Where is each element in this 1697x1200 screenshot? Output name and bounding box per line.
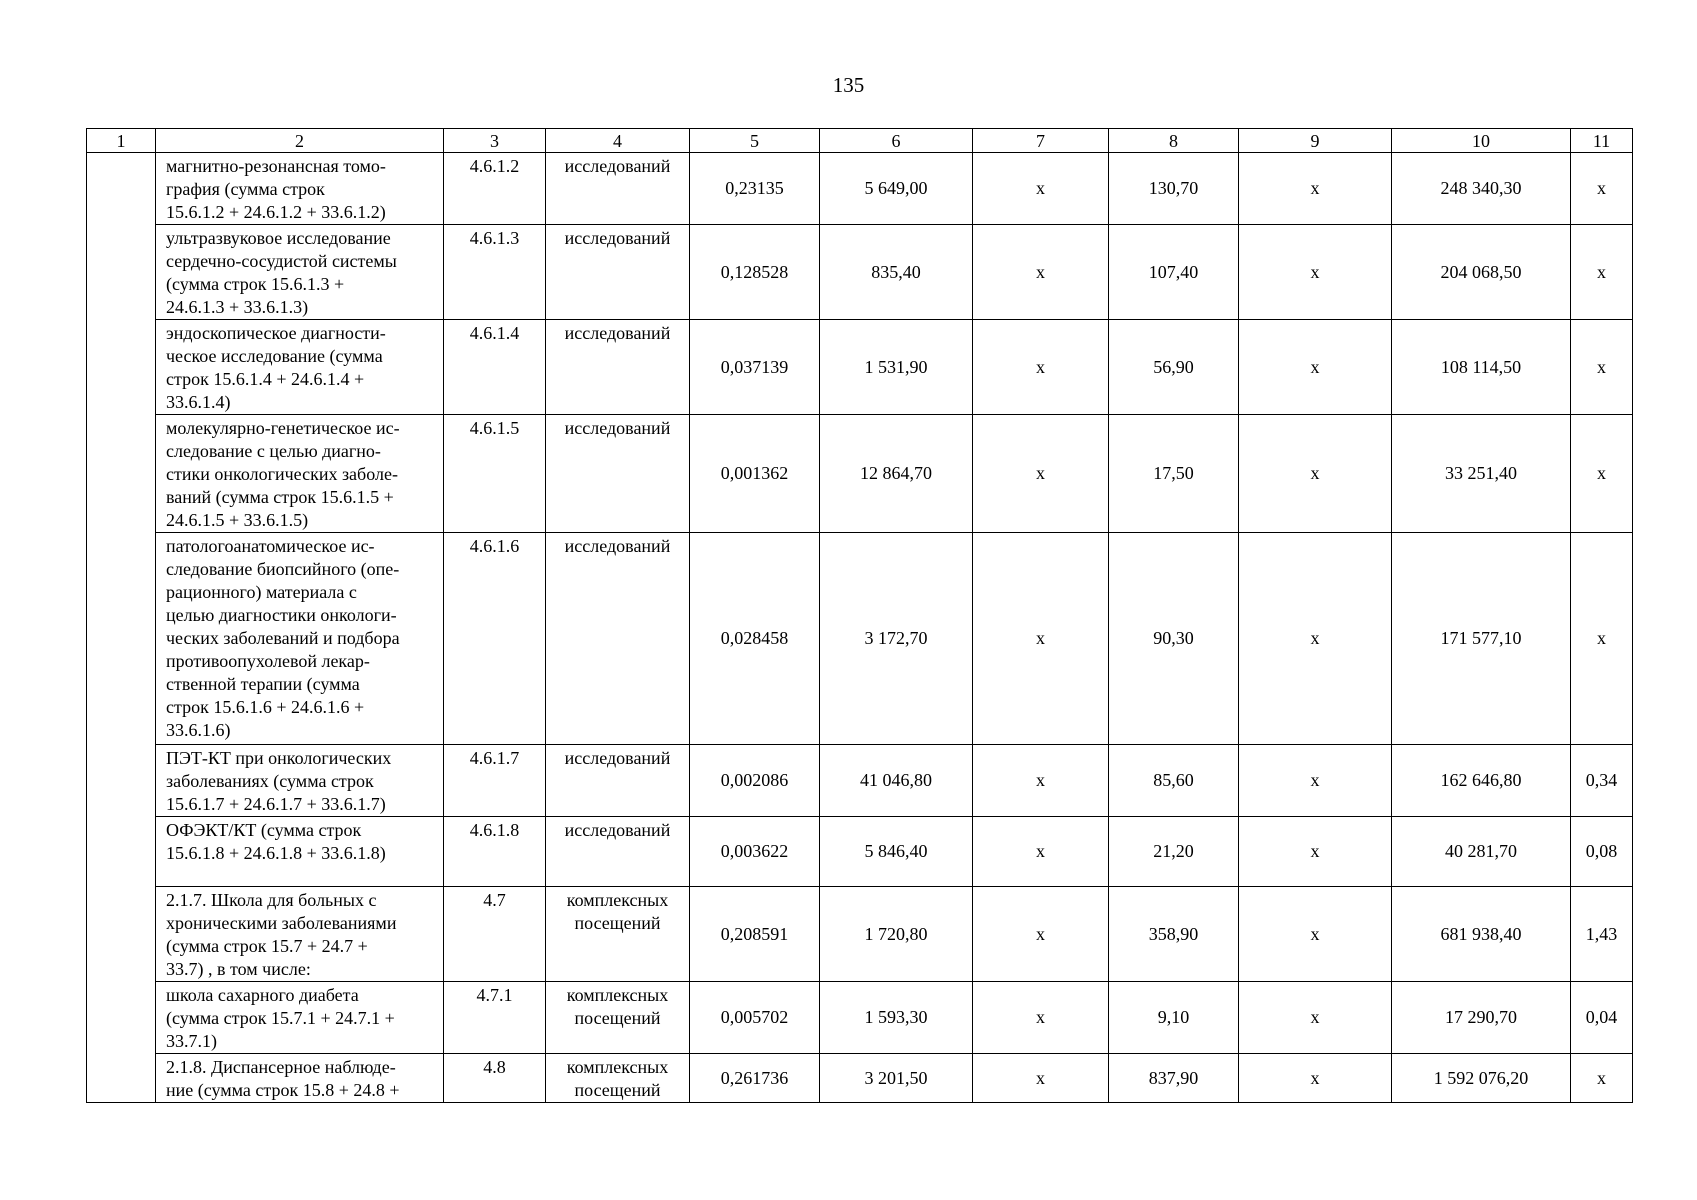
unit-cell <box>546 745 690 817</box>
table-row <box>87 225 1633 320</box>
unit-cell <box>546 415 690 533</box>
column-number: 3 <box>444 129 546 153</box>
indicator-name-line: хроническими заболеваниями <box>166 913 397 933</box>
value-cell-col-6: 1 531,90 <box>820 320 973 415</box>
value-cell-col-7: х <box>973 887 1109 982</box>
page-number: 135 <box>832 73 865 97</box>
unit-cell <box>546 817 690 887</box>
column-number: 6 <box>820 129 973 153</box>
unit-line: комплексных <box>566 1057 669 1077</box>
value-cell-col-6: 3 201,50 <box>820 1054 973 1103</box>
value-cell-col-11: 1,43 <box>1571 887 1633 982</box>
value-cell-col-11: х <box>1571 415 1633 533</box>
row-code-cell: 4.8 <box>444 1054 546 1103</box>
indicator-name-line: ваний (сумма строк 15.6.1.5 + <box>166 487 394 507</box>
value-cell-col-11: х <box>1571 153 1633 225</box>
column-number: 1 <box>87 129 156 153</box>
indicator-name-line: строк 15.6.1.6 + 24.6.1.6 + <box>166 697 365 717</box>
table-row <box>87 320 1633 415</box>
value-cell-col-10: 248 340,30 <box>1392 153 1571 225</box>
indicator-name-cell <box>156 153 444 225</box>
row-code-cell: 4.6.1.6 <box>444 533 546 745</box>
indicator-name-cell <box>156 982 444 1054</box>
row-code-cell: 4.6.1.5 <box>444 415 546 533</box>
indicator-name-line: (сумма строк 15.7.1 + 24.7.1 + <box>166 1008 395 1028</box>
value-cell-col-5: 0,037139 <box>690 320 820 415</box>
column-number: 9 <box>1239 129 1392 153</box>
indicator-name-line: 33.7) , в том числе: <box>166 959 311 979</box>
value-cell-col-5: 0,028458 <box>690 533 820 745</box>
value-cell-col-5: 0,002086 <box>690 745 820 817</box>
unit-line: исследований <box>564 820 671 840</box>
indicator-name-line: 24.6.1.3 + 33.6.1.3) <box>166 297 309 317</box>
value-cell-col-5: 0,208591 <box>690 887 820 982</box>
row-code-cell: 4.6.1.8 <box>444 817 546 887</box>
table-row <box>87 1054 1633 1103</box>
value-cell-col-6: 41 046,80 <box>820 745 973 817</box>
value-cell-col-6: 5 649,00 <box>820 153 973 225</box>
value-cell-col-8: 9,10 <box>1109 982 1239 1054</box>
value-cell-col-7: х <box>973 415 1109 533</box>
column-number: 4 <box>546 129 690 153</box>
value-cell-col-10: 17 290,70 <box>1392 982 1571 1054</box>
data-table <box>86 128 1633 1103</box>
table-row <box>87 415 1633 533</box>
indicator-name-line: (сумма строк 15.6.1.3 + <box>166 274 345 294</box>
value-cell-col-7: х <box>973 982 1109 1054</box>
value-cell-col-11: х <box>1571 320 1633 415</box>
value-cell-col-11: 0,34 <box>1571 745 1633 817</box>
indicator-name-line: патологоанатомическое ис- <box>166 536 375 556</box>
value-cell-col-9: х <box>1239 887 1392 982</box>
value-cell-col-10: 33 251,40 <box>1392 415 1571 533</box>
value-cell-col-9: х <box>1239 745 1392 817</box>
indicator-name-cell <box>156 1054 444 1103</box>
value-cell-col-11: х <box>1571 225 1633 320</box>
value-cell-col-9: х <box>1239 225 1392 320</box>
table-header-row <box>87 129 1633 153</box>
indicator-name-line: ПЭТ-КТ при онкологических <box>166 748 392 768</box>
indicator-name-cell <box>156 415 444 533</box>
indicator-name-line: противоопухолевой лекар- <box>166 651 370 671</box>
value-cell-col-11: х <box>1571 1054 1633 1103</box>
column-number: 8 <box>1109 129 1239 153</box>
indicator-name-line: 33.6.1.6) <box>166 720 231 740</box>
value-cell-col-9: х <box>1239 817 1392 887</box>
indicator-name-line: 33.6.1.4) <box>166 392 231 412</box>
value-cell-col-9: х <box>1239 153 1392 225</box>
value-cell-col-5: 0,003622 <box>690 817 820 887</box>
indicator-name-line: сердечно-сосудистой системы <box>166 251 397 271</box>
table-row <box>87 153 1633 225</box>
value-cell-col-10: 204 068,50 <box>1392 225 1571 320</box>
unit-line: исследований <box>564 536 671 556</box>
indicator-name-line: молекулярно-генетическое ис- <box>166 418 400 438</box>
unit-cell <box>546 153 690 225</box>
indicator-name-line: (сумма строк 15.7 + 24.7 + <box>166 936 368 956</box>
indicator-name-line: целью диагностики онкологи- <box>166 605 397 625</box>
indicator-name-line: магнитно-резонансная томо- <box>166 156 386 176</box>
table-row <box>87 982 1633 1054</box>
value-cell-col-8: 17,50 <box>1109 415 1239 533</box>
value-cell-col-5: 0,261736 <box>690 1054 820 1103</box>
value-cell-col-6: 1 593,30 <box>820 982 973 1054</box>
value-cell-col-5: 0,001362 <box>690 415 820 533</box>
unit-line: исследований <box>564 228 671 248</box>
column-1-cell <box>87 153 156 1103</box>
row-code-cell: 4.6.1.7 <box>444 745 546 817</box>
value-cell-col-8: 21,20 <box>1109 817 1239 887</box>
value-cell-col-10: 171 577,10 <box>1392 533 1571 745</box>
indicator-name-line: ОФЭКТ/КТ (сумма строк <box>166 820 362 840</box>
value-cell-col-10: 681 938,40 <box>1392 887 1571 982</box>
value-cell-col-5: 0,128528 <box>690 225 820 320</box>
unit-line: исследований <box>564 156 671 176</box>
table-row <box>87 887 1633 982</box>
table-row <box>87 817 1633 887</box>
indicator-name-line: следование биопсийного (опе- <box>166 559 400 579</box>
value-cell-col-9: х <box>1239 533 1392 745</box>
value-cell-col-7: х <box>973 745 1109 817</box>
indicator-name-line: графия (сумма строк <box>166 179 325 199</box>
indicator-name-line: ческое исследование (сумма <box>166 346 383 366</box>
unit-line: посещений <box>574 1008 661 1028</box>
indicator-name-line: 15.6.1.8 + 24.6.1.8 + 33.6.1.8) <box>166 843 386 863</box>
row-code-cell: 4.7.1 <box>444 982 546 1054</box>
indicator-name-line: заболеваниях (сумма строк <box>166 771 374 791</box>
unit-cell <box>546 225 690 320</box>
indicator-name-line: 2.1.8. Диспансерное наблюде- <box>166 1057 396 1077</box>
value-cell-col-9: х <box>1239 1054 1392 1103</box>
unit-line: посещений <box>574 1080 661 1100</box>
value-cell-col-9: х <box>1239 320 1392 415</box>
value-cell-col-5: 0,23135 <box>690 153 820 225</box>
unit-line: исследований <box>564 418 671 438</box>
indicator-name-line: ственной терапии (сумма <box>166 674 360 694</box>
value-cell-col-10: 162 646,80 <box>1392 745 1571 817</box>
indicator-name-cell <box>156 225 444 320</box>
indicator-name-line: ультразвуковое исследование <box>166 228 391 248</box>
row-code-cell: 4.7 <box>444 887 546 982</box>
value-cell-col-8: 837,90 <box>1109 1054 1239 1103</box>
value-cell-col-8: 90,30 <box>1109 533 1239 745</box>
value-cell-col-7: х <box>973 817 1109 887</box>
value-cell-col-7: х <box>973 153 1109 225</box>
row-code-cell: 4.6.1.3 <box>444 225 546 320</box>
indicator-name-line: стики онкологических заболе- <box>166 464 398 484</box>
indicator-name-line: ческих заболеваний и подбора <box>166 628 400 648</box>
indicator-name-line: следование с целью диагно- <box>166 441 381 461</box>
indicator-name-cell <box>156 887 444 982</box>
unit-line: комплексных <box>566 985 669 1005</box>
table-row <box>87 533 1633 745</box>
indicator-name-line: эндоскопическое диагности- <box>166 323 386 343</box>
indicator-name-line: 24.6.1.5 + 33.6.1.5) <box>166 510 309 530</box>
indicator-name-line: 33.7.1) <box>166 1031 217 1051</box>
value-cell-col-7: х <box>973 320 1109 415</box>
value-cell-col-11: 0,04 <box>1571 982 1633 1054</box>
value-cell-col-9: х <box>1239 982 1392 1054</box>
value-cell-col-6: 835,40 <box>820 225 973 320</box>
unit-cell <box>546 533 690 745</box>
indicator-name-line: 2.1.7. Школа для больных с <box>166 890 377 910</box>
column-number: 2 <box>156 129 444 153</box>
value-cell-col-5: 0,005702 <box>690 982 820 1054</box>
indicator-name-cell <box>156 745 444 817</box>
value-cell-col-6: 5 846,40 <box>820 817 973 887</box>
unit-line: комплексных <box>566 890 669 910</box>
unit-line: исследований <box>564 323 671 343</box>
value-cell-col-8: 56,90 <box>1109 320 1239 415</box>
value-cell-col-6: 3 172,70 <box>820 533 973 745</box>
unit-cell <box>546 1054 690 1103</box>
value-cell-col-11: 0,08 <box>1571 817 1633 887</box>
column-number: 10 <box>1392 129 1571 153</box>
column-number: 11 <box>1571 129 1633 153</box>
indicator-name-cell <box>156 817 444 887</box>
indicator-name-cell <box>156 320 444 415</box>
row-code-cell: 4.6.1.2 <box>444 153 546 225</box>
value-cell-col-7: х <box>973 533 1109 745</box>
value-cell-col-10: 40 281,70 <box>1392 817 1571 887</box>
indicator-name-line: 15.6.1.7 + 24.6.1.7 + 33.6.1.7) <box>166 794 386 814</box>
unit-cell <box>546 982 690 1054</box>
unit-cell <box>546 320 690 415</box>
unit-line: исследований <box>564 748 671 768</box>
indicator-name-cell <box>156 533 444 745</box>
indicator-name-line: 15.6.1.2 + 24.6.1.2 + 33.6.1.2) <box>166 202 386 222</box>
value-cell-col-8: 107,40 <box>1109 225 1239 320</box>
indicator-name-line: рационного) материала с <box>166 582 357 602</box>
indicator-name-line: ние (сумма строк 15.8 + 24.8 + <box>166 1080 400 1100</box>
value-cell-col-7: х <box>973 1054 1109 1103</box>
indicator-name-line: школа сахарного диабета <box>166 985 359 1005</box>
value-cell-col-9: х <box>1239 415 1392 533</box>
value-cell-col-8: 85,60 <box>1109 745 1239 817</box>
value-cell-col-11: х <box>1571 533 1633 745</box>
value-cell-col-10: 1 592 076,20 <box>1392 1054 1571 1103</box>
value-cell-col-6: 12 864,70 <box>820 415 973 533</box>
unit-line: посещений <box>574 913 661 933</box>
column-number: 7 <box>973 129 1109 153</box>
column-number: 5 <box>690 129 820 153</box>
value-cell-col-7: х <box>973 225 1109 320</box>
value-cell-col-6: 1 720,80 <box>820 887 973 982</box>
indicator-name-line: строк 15.6.1.4 + 24.6.1.4 + <box>166 369 365 389</box>
value-cell-col-8: 130,70 <box>1109 153 1239 225</box>
table-row <box>87 745 1633 817</box>
value-cell-col-8: 358,90 <box>1109 887 1239 982</box>
unit-cell <box>546 887 690 982</box>
value-cell-col-10: 108 114,50 <box>1392 320 1571 415</box>
row-code-cell: 4.6.1.4 <box>444 320 546 415</box>
